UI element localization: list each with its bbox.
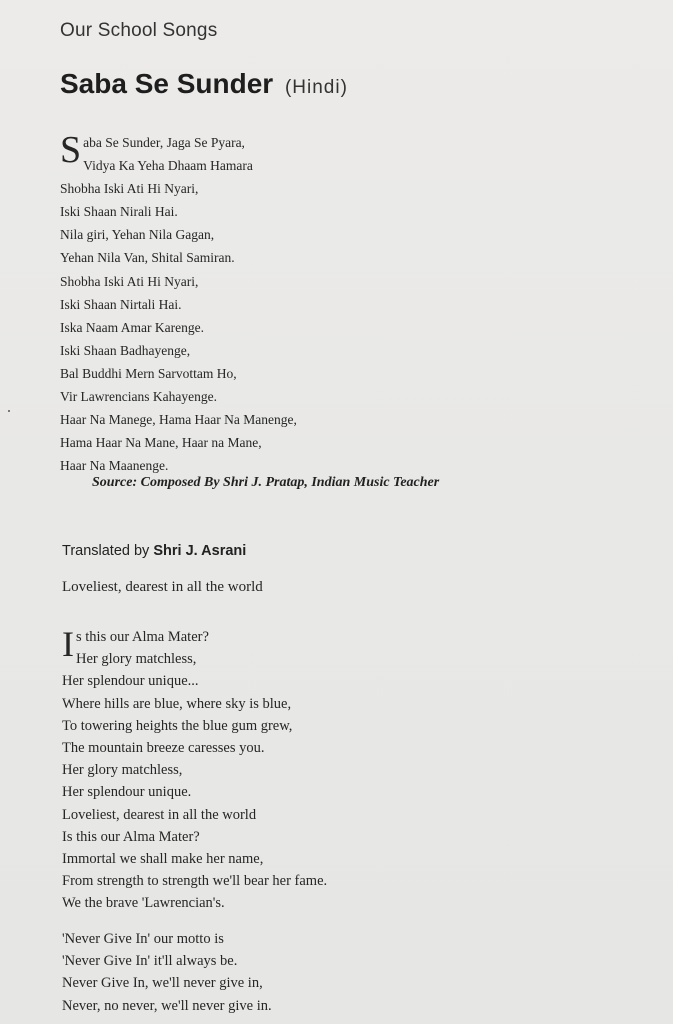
motto-line: 'Never Give In' our motto is — [62, 931, 224, 947]
english-line: Where hills are blue, where sky is blue, — [62, 695, 292, 712]
translation-subtitle: Loveliest, dearest in all the world — [62, 579, 263, 595]
song-title-main: Saba Se Sunder — [60, 68, 274, 99]
hindi-line: Vidya Ka Yeha Dhaam Hamara — [83, 158, 253, 174]
english-line: Her glory matchless, — [76, 651, 197, 668]
english-line: s this our Alma Mater? — [76, 629, 209, 645]
english-lyrics — [62, 626, 327, 915]
song-language: (Hindi) — [284, 77, 348, 98]
translator-name: Shri J. Asrani — [153, 543, 247, 559]
english-line: Immortal we shall make her name, — [62, 851, 264, 868]
hindi-line: Shobha Iski Ati Hi Nyari, — [60, 273, 199, 289]
hindi-line: Yehan Nila Van, Shital Samiran. — [60, 250, 235, 266]
section-header: Our School Songs — [60, 20, 218, 41]
english-dropcap: I — [62, 624, 74, 664]
hindi-line: Nila giri, Yehan Nila Gagan, — [60, 227, 215, 243]
motto-line: 'Never Give In' it'll always be. — [62, 953, 238, 970]
hindi-lyrics — [60, 131, 297, 477]
hindi-line: Haar Na Manege, Hama Haar Na Manenge, — [60, 412, 297, 428]
hindi-line: aba Se Sunder, Jaga Se Pyara, — [83, 135, 245, 150]
scan-speck — [8, 410, 10, 412]
hindi-line: Hama Haar Na Mane, Haar na Mane, — [60, 435, 262, 451]
song-source: Source: Composed By Shri J. Pratap, Indian Music Teacher — [92, 475, 440, 490]
english-line: From strength to strength we'll bear her fame. — [62, 873, 328, 890]
translation-credit — [62, 543, 246, 559]
english-line: Is this our Alma Mater? — [62, 828, 200, 845]
hindi-line: Shobha Iski Ati Hi Nyari, — [60, 181, 199, 197]
hindi-line: Iski Shaan Nirali Hai. — [60, 204, 178, 220]
motto-lyrics — [62, 928, 272, 1017]
hindi-line: Bal Buddhi Mern Sarvottam Ho, — [60, 365, 237, 381]
hindi-line: Iski Shaan Nirtali Hai. — [60, 296, 182, 312]
translation-label: Translated by — [62, 543, 150, 559]
hindi-line: Haar Na Maanenge. — [60, 458, 169, 474]
english-line: Her splendour unique... — [62, 673, 199, 690]
hindi-line: Iska Naam Amar Karenge. — [60, 319, 204, 335]
song-title — [60, 68, 348, 100]
english-line: Her splendour unique. — [62, 784, 192, 801]
english-line: The mountain breeze caresses you. — [62, 740, 265, 757]
english-line: We the brave 'Lawrencian's. — [62, 895, 225, 912]
english-line: Her glory matchless, — [62, 762, 183, 779]
hindi-line: Vir Lawrencians Kahayenge. — [60, 389, 217, 405]
motto-line: Never, no never, we'll never give in. — [62, 997, 272, 1014]
motto-line: Never Give In, we'll never give in, — [62, 975, 263, 992]
hindi-dropcap: S — [60, 129, 82, 171]
english-line: To towering heights the blue gum grew, — [62, 717, 293, 734]
hindi-line: Iski Shaan Badhayenge, — [60, 342, 191, 358]
english-line: Loveliest, dearest in all the world — [62, 806, 257, 823]
